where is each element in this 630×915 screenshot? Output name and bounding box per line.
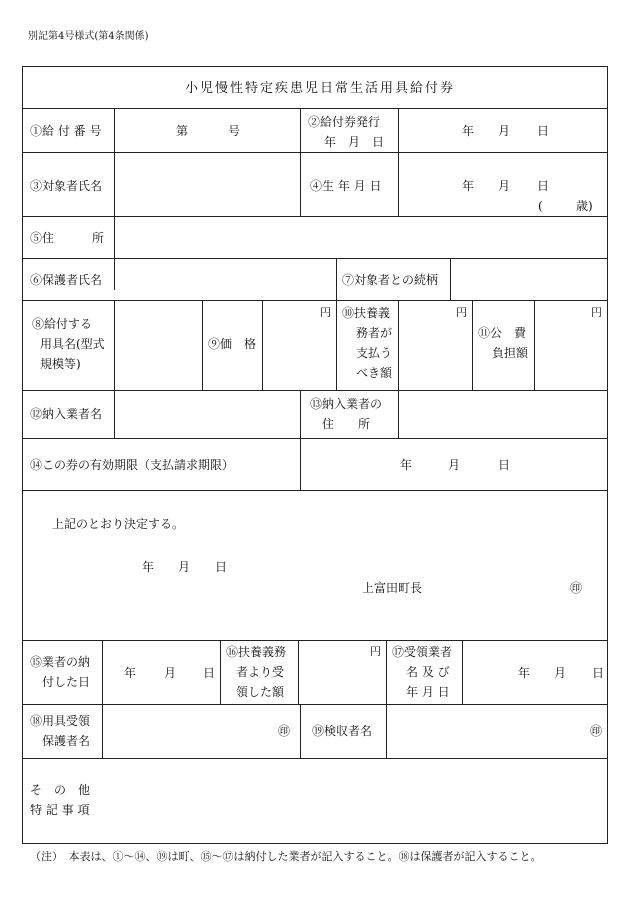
row-divider	[22, 258, 608, 259]
unit-month: 月	[498, 124, 511, 138]
row-divider	[22, 438, 608, 439]
col-divider	[398, 108, 399, 216]
col-divider	[398, 390, 399, 438]
unit-year: 年	[518, 666, 531, 680]
label-issue-date: ②給付券発行	[308, 115, 381, 129]
col-divider	[336, 258, 337, 300]
label-guardian-pays-3: 支払う	[356, 346, 393, 360]
unit-day: 日	[215, 560, 228, 574]
seal-mark: ㊞	[278, 724, 291, 738]
label-vendor-address: ⑬納入業者の	[310, 397, 383, 411]
row-divider	[22, 758, 608, 759]
label-delivery-date-2: 付した日	[42, 675, 91, 689]
label-received-from-guardian: ⑯扶養義務	[226, 645, 287, 659]
row-divider	[22, 390, 608, 391]
decision-text: 上記のとおり決定する。	[52, 517, 185, 531]
col-divider	[386, 640, 387, 704]
unit-year: 年	[124, 666, 137, 680]
unit-year: 年	[142, 560, 155, 574]
label-equipment-name: ⑧給付する	[32, 317, 93, 331]
unit-dai: 第	[176, 124, 189, 138]
label-equipment-name-2: 用具名(型式	[40, 337, 105, 351]
label-vendor-name: ⑫納入業者名	[30, 407, 103, 421]
label-receiving-vendor-3: 年 月 日	[406, 685, 450, 699]
unit-yen: 円	[456, 306, 467, 319]
label-validity-period: ⑭この券の有効期限（支払請求期限）	[30, 458, 235, 472]
col-divider	[114, 108, 115, 290]
col-divider	[300, 108, 301, 216]
seal-mark: ㊞	[590, 724, 603, 738]
form-number-note: 別記第4号様式(第4条関係)	[28, 31, 149, 42]
col-divider	[114, 300, 115, 438]
unit-yen: 円	[320, 306, 331, 319]
label-address-suffix: 所	[92, 231, 105, 245]
unit-day: 日	[498, 458, 511, 472]
unit-day: 日	[203, 666, 216, 680]
label-vendor-address-2: 住 所	[322, 417, 371, 431]
col-divider	[300, 704, 301, 758]
seal-mark: ㊞	[570, 581, 583, 595]
row-divider	[22, 490, 608, 491]
unit-month: 月	[178, 560, 191, 574]
unit-month: 月	[164, 666, 177, 680]
col-divider	[472, 300, 473, 390]
unit-yen: 円	[370, 645, 381, 658]
label-issue-number: ①給 付 番 号	[30, 124, 102, 138]
row-divider	[22, 152, 608, 153]
label-address: ⑤住	[30, 231, 55, 245]
row-divider	[22, 640, 608, 641]
label-relationship: ⑦対象者との続柄	[342, 273, 439, 287]
label-public-expense-2: 負担額	[492, 346, 529, 360]
unit-month: 月	[554, 666, 567, 680]
unit-year: 年	[400, 458, 413, 472]
unit-day: 日	[537, 179, 550, 193]
age-open-paren: (	[538, 199, 543, 213]
label-guardian-pays: ⑩扶養義	[342, 306, 391, 320]
label-receiving-guardian-2: 保護者名	[42, 734, 91, 748]
label-birth-date: ④生 年 月 日	[310, 179, 382, 193]
row-divider	[22, 704, 608, 705]
label-equipment-name-3: 規模等)	[40, 357, 81, 371]
label-receiving-vendor: ⑰受領業者	[392, 645, 453, 659]
unit-day: 日	[537, 124, 550, 138]
col-divider	[262, 300, 263, 390]
unit-year: 年	[462, 179, 475, 193]
label-price: ⑨価 格	[208, 337, 257, 351]
col-divider	[450, 258, 451, 300]
col-divider	[202, 300, 203, 390]
row-divider	[22, 216, 608, 217]
age-unit: 歳)	[576, 199, 593, 213]
label-issue-date-ymd: 年 月 日	[324, 135, 385, 149]
unit-month: 月	[448, 458, 461, 472]
unit-day: 日	[592, 666, 605, 680]
col-divider	[336, 300, 337, 390]
label-other-notes: そ の 他	[30, 783, 91, 797]
label-guardian-pays-4: べき額	[356, 366, 393, 380]
label-guardian-name: ⑥保護者氏名	[30, 273, 103, 287]
label-delivery-date: ⑮業者の納	[30, 655, 91, 669]
label-received-from-guardian-2: 者より受	[236, 665, 285, 679]
mayor-name: 上富田町長	[362, 581, 423, 595]
col-divider	[300, 390, 301, 490]
label-public-expense: ⑪公 費	[478, 326, 527, 340]
col-divider	[102, 640, 103, 758]
label-guardian-pays-2: 務者が	[356, 326, 393, 340]
col-divider	[220, 640, 221, 704]
label-receiving-guardian: ⑱用具受領	[30, 714, 91, 728]
unit-go: 号	[228, 124, 241, 138]
unit-yen: 円	[591, 306, 602, 319]
col-divider	[534, 300, 535, 390]
label-target-name: ③対象者氏名	[30, 179, 103, 193]
col-divider	[462, 640, 463, 704]
row-divider	[22, 108, 608, 109]
label-received-from-guardian-3: 領した額	[236, 685, 285, 699]
footnote: （注） 本表は、①〜⑭、⑲は町、⑮〜⑰は納付した業者が記入すること。⑱は保護者が記入すること。	[30, 850, 542, 863]
label-receiving-vendor-2: 名 及 び	[406, 665, 450, 679]
col-divider	[298, 640, 299, 704]
col-divider	[398, 300, 399, 390]
label-other-notes-2: 特 記 事 項	[30, 803, 90, 817]
form-title: 小児慢性特定疾患児日常生活用具給付券	[185, 81, 456, 96]
col-divider	[386, 704, 387, 758]
label-inspector-name: ⑲検収者名	[312, 724, 373, 738]
row-divider	[22, 300, 608, 301]
unit-year: 年	[462, 124, 475, 138]
unit-month: 月	[498, 179, 511, 193]
